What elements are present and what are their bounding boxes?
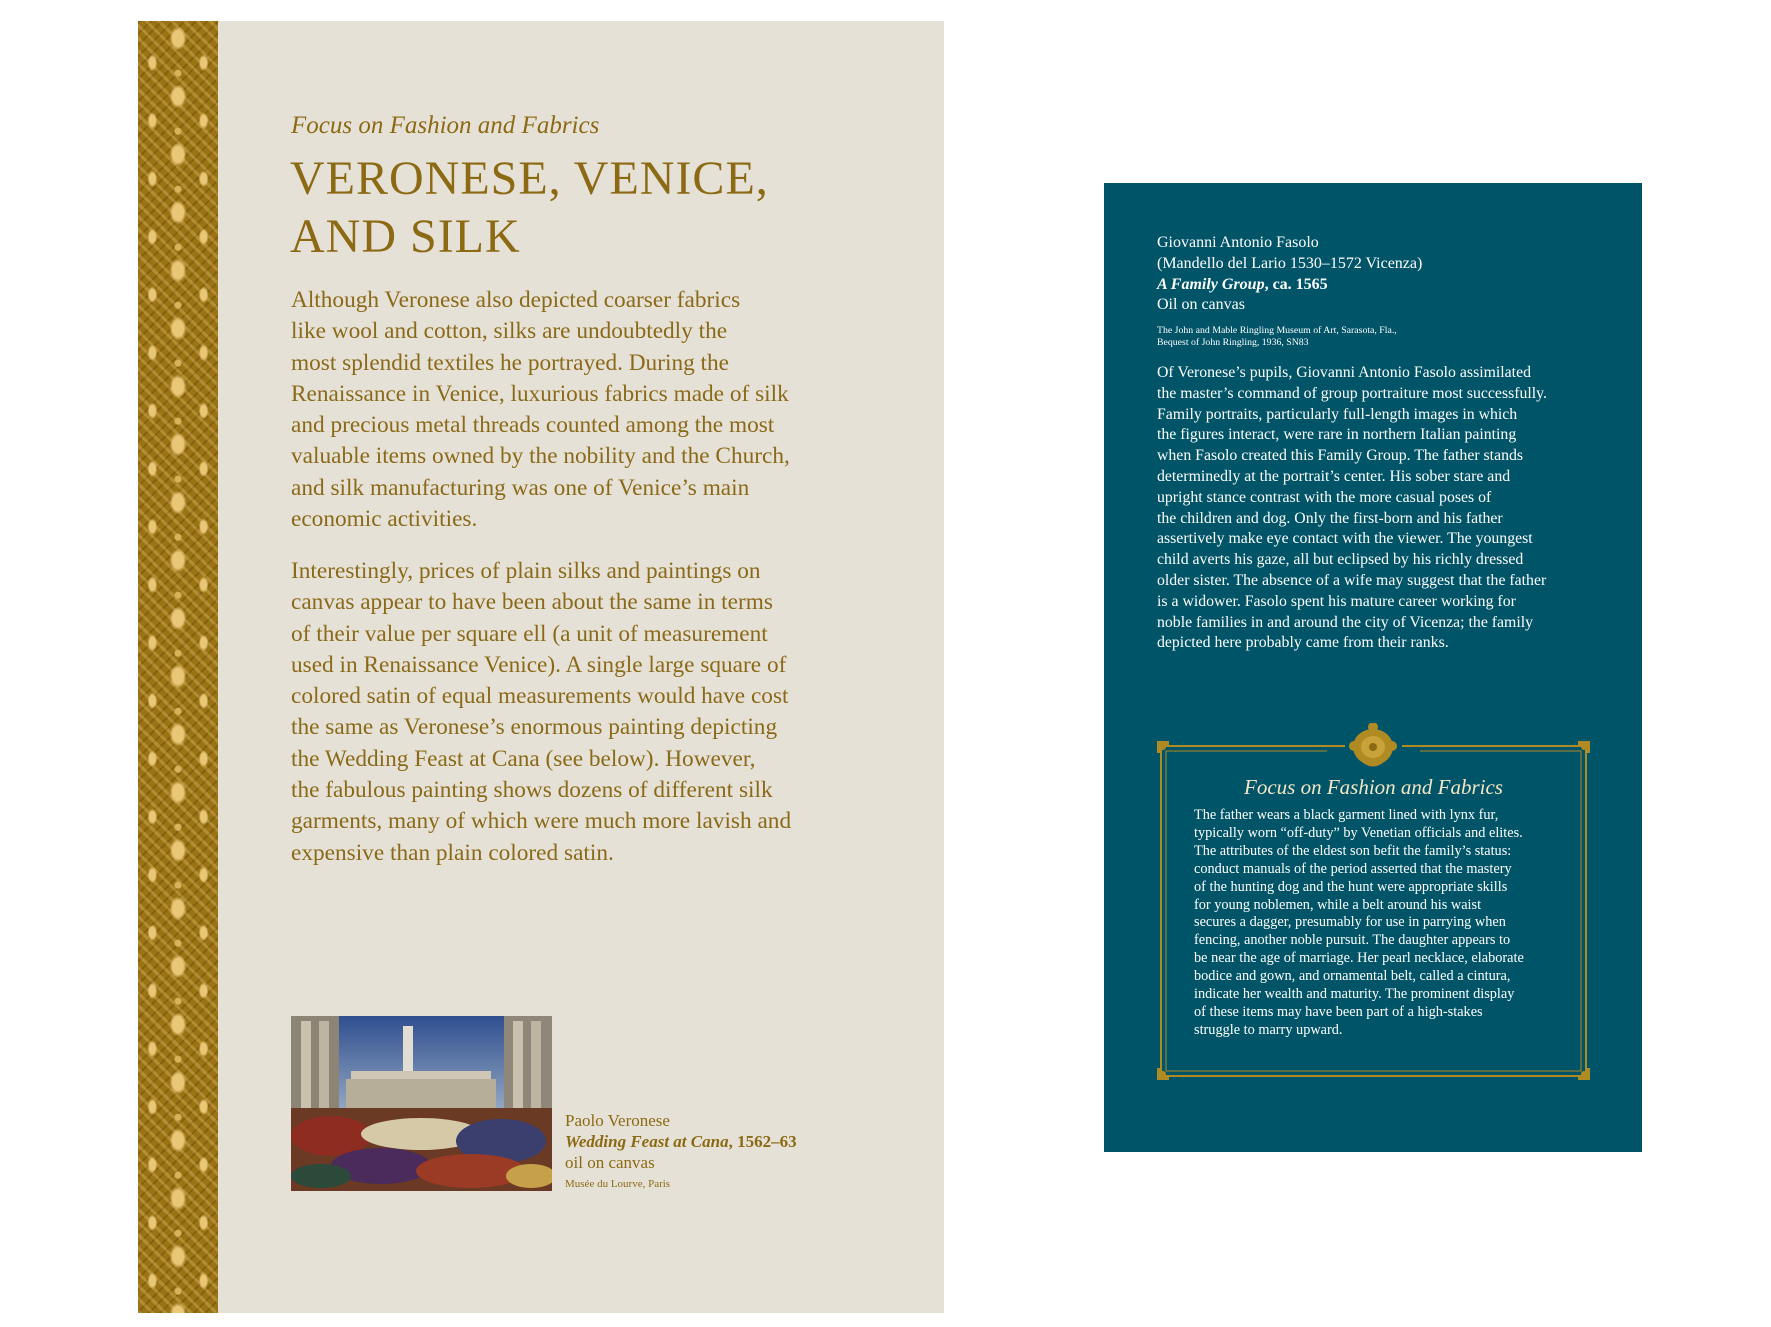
credit-line-2: Bequest of John Ringling, 1936, SN83 xyxy=(1157,336,1309,348)
text-line: for young noblemen, while a belt around his waist xyxy=(1194,896,1482,913)
text-line: is a widower. Fasolo spent his mature career working for xyxy=(1157,592,1516,610)
text-line: typically worn “off-duty” by Venetian officials and elites. xyxy=(1194,824,1523,841)
credit-line-1: The John and Mable Ringling Museum of Art, Sarasota, Fla., xyxy=(1157,325,1397,336)
caption-work-title: Wedding Feast at Cana xyxy=(565,1132,729,1151)
text-line: canvas appear to have been about the same in terms xyxy=(291,589,773,616)
text-line: Family portraits, particularly full-length images in which xyxy=(1157,405,1518,423)
text-line: garments, many of which were much more lavish and xyxy=(291,808,792,835)
page-title xyxy=(290,150,850,266)
page-title-line-2: AND SILK xyxy=(290,210,521,263)
artwork-medium: Oil on canvas xyxy=(1157,296,1245,314)
text-line: Although Veronese also depicted coarser fabrics xyxy=(291,287,741,313)
text-line: fencing, another noble pursuit. The daughter appears to xyxy=(1194,932,1511,949)
text-line: struggle to marry upward. xyxy=(1194,1021,1343,1038)
artwork-info xyxy=(1157,233,1422,316)
text-line: used in Renaissance Venice). A single large square of xyxy=(291,651,787,678)
text-line: when Fasolo created this Family Group. The father stands xyxy=(1157,447,1524,465)
artist-name: Giovanni Antonio Fasolo xyxy=(1157,234,1319,251)
text-line: the fabulous painting shows dozens of different silk xyxy=(291,777,773,804)
right-panel xyxy=(1104,183,1642,1152)
fleur-ornament-icon xyxy=(1317,723,1430,765)
text-line: the children and dog. Only the first-born and his father xyxy=(1157,509,1503,527)
page-title-line-1: VERONESE, VENICE, xyxy=(290,152,769,205)
text-line: the same as Veronese’s enormous painting depicting xyxy=(291,714,778,741)
artwork-credit xyxy=(1157,325,1397,348)
section-kicker: Focus on Fashion and Fabrics xyxy=(291,112,600,139)
text-line: expensive than plain colored satin. xyxy=(291,839,614,866)
artwork-title-text: A Family Group xyxy=(1157,275,1265,293)
text-line: like wool and cotton, silks are undoubtedly the xyxy=(291,318,728,345)
text-line: Renaissance in Venice, luxurious fabrics made of silk xyxy=(291,380,789,407)
text-line: most splendid textiles he portrayed. During the xyxy=(291,349,730,376)
text-line: and precious metal threads counted among the most xyxy=(291,412,775,439)
artwork-title xyxy=(1157,275,1422,296)
text-line: indicate her wealth and maturity. The prominent display xyxy=(1194,986,1515,1003)
artist-lifespan: (Mandello del Lario 1530–1572 Vicenza) xyxy=(1157,254,1423,272)
text-line: noble families in and around the city of Vicenza; the family xyxy=(1157,613,1534,631)
text-line: determinedly at the portrait’s center. His sober stare and xyxy=(1157,467,1511,485)
focus-box-title: Focus on Fashion and Fabrics xyxy=(1244,775,1503,799)
text-line: of their value per square ell (a unit of measurement xyxy=(291,620,768,647)
artwork-description xyxy=(1157,363,1597,654)
text-line: economic activities. xyxy=(291,506,478,533)
caption-artist: Paolo Veronese xyxy=(565,1111,670,1130)
text-line: secures a dagger, presumably for use in parrying when xyxy=(1194,914,1506,931)
text-line: and silk manufacturing was one of Venice’s main xyxy=(291,474,750,501)
caption-date: , 1562–63 xyxy=(728,1132,797,1151)
text-line: of the hunting dog and the hunt were appropriate skills xyxy=(1194,878,1508,895)
text-line: bodice and gown, and ornamental belt, called a cintura, xyxy=(1194,968,1511,985)
text-line: depicted here probably came from their ranks. xyxy=(1157,634,1449,652)
text-line: The father wears a black garment lined with lynx fur, xyxy=(1194,807,1499,823)
text-line: conduct manuals of the period asserted that the mastery xyxy=(1194,860,1512,877)
text-line: valuable items owned by the nobility and the Church, xyxy=(291,443,790,470)
focus-box xyxy=(1157,723,1590,1083)
text-line: older sister. The absence of a wife may suggest that the father xyxy=(1157,571,1547,589)
artwork-date: , ca. 1565 xyxy=(1264,275,1328,293)
text-line: Interestingly, prices of plain silks and paintings on xyxy=(291,558,761,584)
text-line: child averts his gaze, all but eclipsed by his richly dressed xyxy=(1157,551,1524,569)
body-paragraph-2 xyxy=(291,556,881,869)
text-line: the master’s command of group portraiture most successfully. xyxy=(1157,384,1548,402)
caption-credit: Musée du Lourve, Paris xyxy=(565,1178,671,1190)
painting-illustration xyxy=(291,1016,552,1191)
focus-box-text xyxy=(1194,807,1524,1040)
text-line: be near the age of marriage. Her pearl necklace, elaborate xyxy=(1194,950,1524,967)
text-line: the Wedding Feast at Cana (see below). However, xyxy=(291,745,756,772)
text-line: Of Veronese’s pupils, Giovanni Antonio Fasolo assimilated xyxy=(1157,364,1531,381)
text-line: assertively make eye contact with the viewer. The youngest xyxy=(1157,530,1533,548)
caption-title xyxy=(565,1131,797,1152)
wedding-feast-painting-image xyxy=(291,1016,552,1191)
text-line: The attributes of the eldest son befit the family’s status: xyxy=(1194,842,1512,859)
text-line: colored satin of equal measurements would have cost xyxy=(291,683,789,710)
damask-border xyxy=(138,21,218,1313)
text-line: of these items may have been part of a high-stakes xyxy=(1194,1003,1483,1020)
painting-caption xyxy=(565,1110,797,1193)
text-line: upright stance contrast with the more casual poses of xyxy=(1157,488,1492,506)
body-paragraph-1 xyxy=(291,285,881,535)
text-line: the figures interact, were rare in northern Italian painting xyxy=(1157,426,1517,444)
caption-medium: oil on canvas xyxy=(565,1153,655,1172)
